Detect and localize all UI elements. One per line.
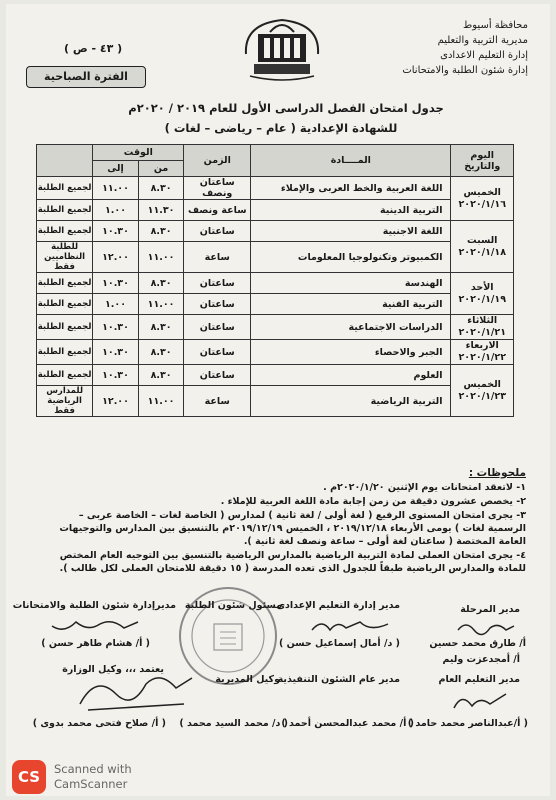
exam-date: ٢٠٢٠/١/٢٢ [458,352,506,363]
camscanner-line-1: Scanned with [54,762,132,776]
audience-note-cell: لجميع الطلبة [37,273,93,294]
time-from-cell: ٨.٣٠ [138,365,184,386]
signature-scribble-prep-director [310,616,390,636]
signature-prep-director-title: مدير إدارة التعليم الإعدادى [276,600,400,611]
time-from-cell: ١١.٠٠ [138,294,184,315]
duration-cell: ساعتان [184,273,251,294]
signature-exams-director-name: ( أ/ هشام طاهر حسن ) [41,638,150,649]
signature-stage-director-name-1: أ/ طارق محمد حسين [429,638,526,649]
time-from-cell: ٨.٣٠ [138,340,184,365]
subject-cell: الدراسات الاجتماعية [251,315,451,340]
subject-cell: الهندسة [251,273,451,294]
audience-note-cell: لجميع الطلبة [37,315,93,340]
exam-date: ٢٠٢٠/١/٢٣ [458,390,506,402]
day-name: الاربعاء [465,340,499,351]
subject-cell: اللغة الاجنبية [251,221,451,242]
day-date-cell [451,315,514,340]
schedule-row [37,200,514,221]
signature-students-officer-title: مسئول شئون الطلبة [184,600,282,611]
time-from-cell: ١١.٠٠ [138,242,184,273]
document-page [6,4,550,796]
day-date-cell [451,365,514,417]
audience-note-cell: لجميع الطلبة [37,340,93,365]
subject-cell: العلوم [251,365,451,386]
time-from-cell: ٨.٣٠ [138,177,184,200]
col-header-day: اليوم والتاريخ [451,145,514,177]
signature-undersecretary-name: ( أ/ صلاح فتحى محمد بدوى ) [32,718,166,729]
signature-general-ed-name: ( أ/عبدالناصر محمد حامد ) [407,718,528,729]
duration-cell: ساعتان [184,315,251,340]
subject-cell: الجبر والاحصاء [251,340,451,365]
audience-note-cell: للطلبة النظاميين فقط [37,242,93,273]
header-authority-block [338,18,528,78]
period-label: الفترة الصباحية [26,66,146,88]
note-item: ٤- يجرى امتحان العملى لمادة التربية الرياضية بالمدارس الرياضية بالتنسيق بين التوجيه العام المختص للمادة والمدارس الرياضية طبقاً للجدول الذى تعده المدرسة ( ١٥ دقيقة للامتحان العملى لكل طالب ). [59,550,526,574]
signature-scribble-general-ed [450,688,510,712]
subject-cell: اللغة العربية والخط العربى والإملاء [251,177,451,200]
duration-cell: ساعة ونصف [184,200,251,221]
schedule-row [37,386,514,417]
camscanner-line-2: CamScanner [54,777,128,791]
time-to-cell: ١٠.٣٠ [93,315,139,340]
duration-cell: ساعتان ونصف [184,177,251,200]
col-header-subject: المــــادة [251,145,451,177]
audience-note-cell: لجميع الطلبة [37,221,93,242]
time-to-cell: ١٠.٣٠ [93,273,139,294]
schedule-row [37,177,514,200]
exam-date: ٢٠٢٠/١/١٩ [458,293,506,305]
schedule-row [37,273,514,294]
exam-schedule-table [36,144,514,417]
schedule-row [37,242,514,273]
schedule-row [37,221,514,242]
header-line: مديرية التربية والتعليم [437,35,528,46]
day-name: الخميس [463,378,501,390]
time-to-cell: ١٠.٣٠ [93,365,139,386]
notes-title: ملحوظات : [468,467,526,479]
schedule-row [37,340,514,365]
day-date-cell [451,177,514,221]
schedule-row [37,315,514,340]
schedule-row [37,294,514,315]
exam-date: ٢٠٢٠/١/١٨ [458,246,506,258]
note-item: ٣- يجرى امتحان المستوى الرفيع ( لغة أولى / لغة ثانية ) لمدارس ( الخاصة لغات – الخاصة عربى – الرسمية لغات ) يومى الأربعاء ٢٠١٩/١٢/١٨ ، الخميس ٢٠١٩/١٢/١٩م بالتنسيق بين المدارس والتوجيهات العامة المختصة ( ساعتان لغة أولى – ساعة ونصف لغة ثانية ). [59,510,526,547]
duration-cell: ساعتان [184,340,251,365]
audience-note-cell: لجميع الطلبة [37,200,93,221]
time-to-cell: ١٢.٠٠ [93,386,139,417]
schedule-body [37,177,514,417]
subject-cell: التربية الدينية [251,200,451,221]
exam-date: ٢٠٢٠/١/١٦ [458,198,506,210]
signature-stage-director-title: مدير المرحلة [460,604,520,615]
audience-note-cell: لجميع الطلبة [37,365,93,386]
col-header-time: الوقت [93,145,184,161]
subject-cell: الكمبيوتر وتكنولوجيا المعلومات [251,242,451,273]
signature-stage-director-name-2: أ/ أمجدعزت وليم [442,654,520,665]
signature-undersecretary-title: يعتمد ،،، وكيل الوزارة [62,664,164,675]
time-from-cell: ٨.٣٠ [138,273,184,294]
camscanner-text [54,762,132,792]
time-from-cell: ١١.٠٠ [138,386,184,417]
signature-deputy-title: وكيل المديرية [215,674,280,685]
time-to-cell: ١٠.٣٠ [93,221,139,242]
header-line: إدارة شئون الطلبة والامتحانات [402,65,528,76]
day-name: الثلاثاء [467,315,498,326]
notes-list [46,481,526,576]
schedule-subtitle: للشهادة الإعدادية ( عام – رياضى – لغات ) [164,121,398,135]
day-date-cell [451,221,514,273]
signature-scribble-exams-director [50,616,140,636]
signature-deputy-name: ( د/ محمد السيد محمد ) [179,718,288,729]
signature-prep-director-name: ( د/ أمال إسماعيل حسن ) [279,638,400,649]
time-to-cell: ١.٠٠ [93,294,139,315]
signature-exec-affairs-title: مدير عام الشئون التنفيذية [277,674,400,685]
note-item: ١- لاتعقد امتحانات يوم الإثنين ٢٠٢٠/١/٢٠م . [323,482,526,493]
exam-date: ٢٠٢٠/١/٢١ [458,327,506,338]
duration-cell: ساعة [184,242,251,273]
signature-scribble-stage-director [456,618,516,636]
day-date-cell [451,340,514,365]
camscanner-watermark [12,758,192,798]
subject-cell: التربية الفنية [251,294,451,315]
subject-cell: التربية الرياضية [251,386,451,417]
time-from-cell: ٨.٣٠ [138,315,184,340]
time-from-cell: ٨.٣٠ [138,221,184,242]
form-code: ( ٤٣ - ص ) [64,42,123,55]
header-line: محافظة أسيوط [463,20,528,31]
day-name: السبت [467,234,498,246]
header-line: إدارة التعليم الاعدادى [440,50,528,61]
duration-cell: ساعتان [184,294,251,315]
duration-cell: ساعتان [184,221,251,242]
time-to-cell: ١٠.٣٠ [93,340,139,365]
day-name: الخميس [463,186,501,198]
note-item: ٢- يخصص عشرون دقيقة من زمن إجابة مادة اللغة العربية للإملاء . [220,496,526,507]
camscanner-logo: CS [12,760,46,794]
time-from-cell: ١١.٣٠ [138,200,184,221]
signature-general-ed-title: مدير التعليم العام [438,674,520,685]
schedule-title: جدول امتحان الفصل الدراسى الأول للعام ٢٠١٩ / ٢٠٢٠م [128,101,444,115]
time-to-cell: ١١.٠٠ [93,177,139,200]
signature-exec-affairs-name: ( أ/ محمد عبدالمحسن أحمد ) [281,718,414,729]
signature-exams-director-title: مديرإدارة شئون الطلبة والامتحانات [12,600,176,611]
duration-cell: ساعة [184,386,251,417]
schedule-row [37,365,514,386]
directorate-logo [240,14,324,84]
time-to-cell: ١.٠٠ [93,200,139,221]
audience-note-cell: لجميع الطلبة [37,177,93,200]
col-header-duration: الزمن [184,145,251,177]
day-date-cell [451,273,514,315]
col-header-to: إلى [93,161,139,177]
duration-cell: ساعتان [184,365,251,386]
audience-note-cell: لجميع الطلبة [37,294,93,315]
time-to-cell: ١٢.٠٠ [93,242,139,273]
col-header-from: من [138,161,184,177]
audience-note-cell: للمدارس الرياضية فقط [37,386,93,417]
day-name: الأحد [470,281,494,293]
col-header-note [37,145,93,177]
